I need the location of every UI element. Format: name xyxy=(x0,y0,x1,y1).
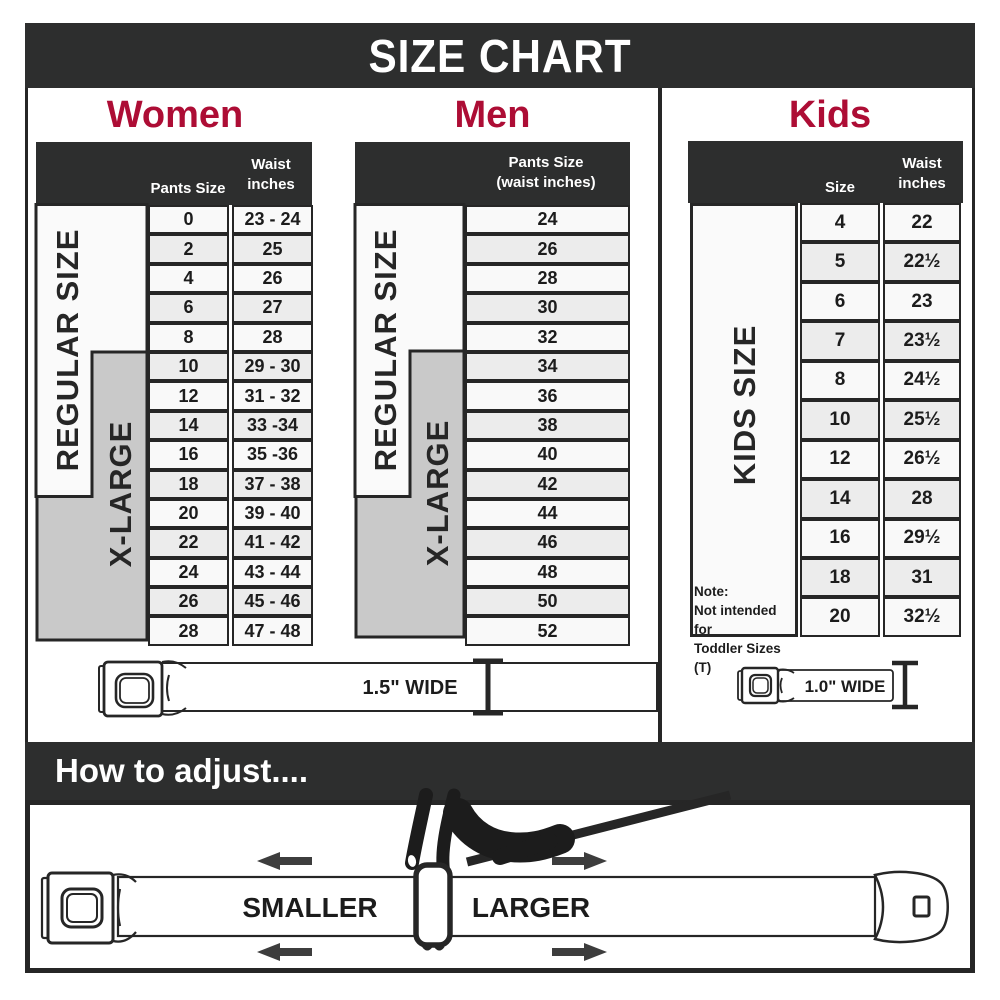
pants-size-cell: 30 xyxy=(465,293,630,322)
kids-note-line3: Toddler Sizes (T) xyxy=(694,641,781,675)
women-table-row xyxy=(148,234,313,263)
waist-cell: 26 xyxy=(232,264,313,293)
men-table-body xyxy=(465,205,630,646)
women-table-row xyxy=(148,381,313,410)
kids-table-row xyxy=(800,242,961,281)
pants-size-cell: 36 xyxy=(465,381,630,410)
size-cell: 12 xyxy=(800,440,880,479)
belt-end-hole xyxy=(914,897,929,916)
women-regular-size-label: REGULAR SIZE xyxy=(50,228,85,472)
kids-waist-header-line2: inches xyxy=(898,175,946,192)
waist-cell: 23½ xyxy=(883,321,961,360)
kids-table-row xyxy=(800,282,961,321)
pants-size-cell: 24 xyxy=(148,558,229,587)
size-cell: 8 xyxy=(800,361,880,400)
men-header-line2: (waist inches) xyxy=(496,174,596,191)
arrow-right-icon xyxy=(552,943,607,961)
pants-size-cell: 38 xyxy=(465,411,630,440)
kids-heading: Kids xyxy=(788,94,872,136)
size-cell: 20 xyxy=(800,597,880,636)
men-table-row xyxy=(465,234,630,263)
pants-size-cell: 10 xyxy=(148,352,229,381)
size-cell: 16 xyxy=(800,519,880,558)
kids-table-row xyxy=(800,203,961,242)
women-table-row xyxy=(148,440,313,469)
pants-size-cell: 42 xyxy=(465,470,630,499)
men-header-line1: Pants Size xyxy=(508,154,584,171)
title-banner xyxy=(25,23,975,88)
women-pants-size-header: Pants Size xyxy=(150,180,226,197)
pants-size-cell: 26 xyxy=(465,234,630,263)
women-waist-header-line1: Waist xyxy=(251,156,291,173)
kids-table-row xyxy=(800,400,961,439)
pants-size-cell: 52 xyxy=(465,616,630,645)
size-cell: 7 xyxy=(800,321,880,360)
pants-size-cell: 2 xyxy=(148,234,229,263)
waist-cell: 47 - 48 xyxy=(232,616,313,645)
waist-cell: 31 xyxy=(883,558,961,597)
women-table-row xyxy=(148,293,313,322)
size-cell: 6 xyxy=(800,282,880,321)
pants-size-cell: 18 xyxy=(148,470,229,499)
men-pants-size-header xyxy=(460,153,632,193)
men-table-row xyxy=(465,440,630,469)
waist-cell: 24½ xyxy=(883,361,961,400)
women-table-row xyxy=(148,411,313,440)
waist-cell: 23 - 24 xyxy=(232,205,313,234)
men-table-row xyxy=(465,411,630,440)
how-to-adjust-bar xyxy=(25,742,975,800)
waist-cell: 37 - 38 xyxy=(232,470,313,499)
men-table-row xyxy=(465,381,630,410)
kids-table-row xyxy=(800,479,961,518)
women-table-row xyxy=(148,587,313,616)
women-table-row xyxy=(148,323,313,352)
waist-cell: 27 xyxy=(232,293,313,322)
pants-size-cell: 32 xyxy=(465,323,630,352)
women-table-row xyxy=(148,470,313,499)
men-table-row xyxy=(465,499,630,528)
women-table-row xyxy=(148,264,313,293)
waist-cell: 33 -34 xyxy=(232,411,313,440)
men-table-row xyxy=(465,293,630,322)
kids-table-row xyxy=(800,597,961,636)
women-waist-header xyxy=(228,155,314,195)
waist-cell: 31 - 32 xyxy=(232,381,313,410)
pants-size-cell: 6 xyxy=(148,293,229,322)
waist-cell: 32½ xyxy=(883,597,961,636)
men-table-row xyxy=(465,323,630,352)
men-table-row xyxy=(465,558,630,587)
men-table-row xyxy=(465,205,630,234)
kids-size-label: KIDS SIZE xyxy=(727,324,762,486)
waist-cell: 29½ xyxy=(883,519,961,558)
pants-size-cell: 4 xyxy=(148,264,229,293)
waist-cell: 23 xyxy=(883,282,961,321)
women-waist-header-line2: inches xyxy=(247,176,295,193)
men-table-row xyxy=(465,470,630,499)
men-table-row xyxy=(465,616,630,645)
women-table-row xyxy=(148,616,313,645)
women-xlarge-label: X-LARGE xyxy=(103,420,138,568)
pants-size-cell: 0 xyxy=(148,205,229,234)
waist-cell: 28 xyxy=(232,323,313,352)
kids-section-divider xyxy=(658,88,662,742)
waist-cell: 41 - 42 xyxy=(232,528,313,557)
smaller-label: SMALLER xyxy=(242,892,378,923)
size-cell: 5 xyxy=(800,242,880,281)
belt-slider-adjuster xyxy=(416,865,450,949)
kids-note-line1: Note: xyxy=(694,584,729,599)
pants-size-cell: 50 xyxy=(465,587,630,616)
women-table-row xyxy=(148,205,313,234)
waist-cell: 28 xyxy=(883,479,961,518)
pants-size-cell: 28 xyxy=(465,264,630,293)
kids-table-row xyxy=(800,361,961,400)
women-heading: Women xyxy=(106,94,244,136)
kids-note-line2: Not intended for xyxy=(694,603,777,637)
men-table-row xyxy=(465,528,630,557)
women-table-row xyxy=(148,528,313,557)
adult-belt-width-label: 1.5" WIDE xyxy=(362,677,458,699)
kids-table-row xyxy=(800,440,961,479)
waist-cell: 39 - 40 xyxy=(232,499,313,528)
arrow-left-icon xyxy=(257,943,312,961)
waist-cell: 43 - 44 xyxy=(232,558,313,587)
pants-size-cell: 22 xyxy=(148,528,229,557)
kids-size-header: Size xyxy=(824,179,855,196)
kids-belt-width-label: 1.0" WIDE xyxy=(804,677,886,696)
size-cell: 4 xyxy=(800,203,880,242)
men-table-row xyxy=(465,264,630,293)
pants-size-cell: 16 xyxy=(148,440,229,469)
how-to-adjust-heading: How to adjust.... xyxy=(55,752,308,789)
pants-size-cell: 48 xyxy=(465,558,630,587)
women-table-row xyxy=(148,499,313,528)
adjust-illustration xyxy=(30,805,970,968)
kids-width-measure-icon xyxy=(892,663,918,707)
waist-cell: 22½ xyxy=(883,242,961,281)
page-title: SIZE CHART xyxy=(368,29,632,82)
kids-table-row xyxy=(800,558,961,597)
pants-size-cell: 46 xyxy=(465,528,630,557)
waist-cell: 35 -36 xyxy=(232,440,313,469)
women-table-body xyxy=(148,205,313,646)
pants-size-cell: 28 xyxy=(148,616,229,645)
adult-belt-illustration xyxy=(95,650,663,725)
men-xlarge-label: X-LARGE xyxy=(420,419,455,567)
larger-label: LARGER xyxy=(471,892,591,923)
waist-cell: 45 - 46 xyxy=(232,587,313,616)
waist-cell: 29 - 30 xyxy=(232,352,313,381)
kids-table-row xyxy=(800,519,961,558)
men-table-row xyxy=(465,587,630,616)
arrow-left-icon xyxy=(257,852,312,870)
women-table-row xyxy=(148,558,313,587)
size-cell: 10 xyxy=(800,400,880,439)
pants-size-cell: 12 xyxy=(148,381,229,410)
waist-cell: 25 xyxy=(232,234,313,263)
men-table-row xyxy=(465,352,630,381)
kids-table-body xyxy=(800,203,961,637)
pants-size-cell: 24 xyxy=(465,205,630,234)
pants-size-cell: 20 xyxy=(148,499,229,528)
kids-waist-header-line1: Waist xyxy=(902,155,942,172)
pants-size-cell: 26 xyxy=(148,587,229,616)
kids-belt-illustration xyxy=(735,660,935,710)
pants-size-cell: 44 xyxy=(465,499,630,528)
waist-cell: 26½ xyxy=(883,440,961,479)
kids-waist-header xyxy=(881,154,963,194)
belt-end-tab xyxy=(875,872,948,942)
kids-table-row xyxy=(800,321,961,360)
pants-size-cell: 34 xyxy=(465,352,630,381)
men-regular-size-label: REGULAR SIZE xyxy=(368,228,403,472)
size-cell: 18 xyxy=(800,558,880,597)
waist-cell: 22 xyxy=(883,203,961,242)
pants-size-cell: 14 xyxy=(148,411,229,440)
men-heading: Men xyxy=(454,94,531,136)
pants-size-cell: 8 xyxy=(148,323,229,352)
pants-size-cell: 40 xyxy=(465,440,630,469)
size-cell: 14 xyxy=(800,479,880,518)
women-table-row xyxy=(148,352,313,381)
waist-cell: 25½ xyxy=(883,400,961,439)
